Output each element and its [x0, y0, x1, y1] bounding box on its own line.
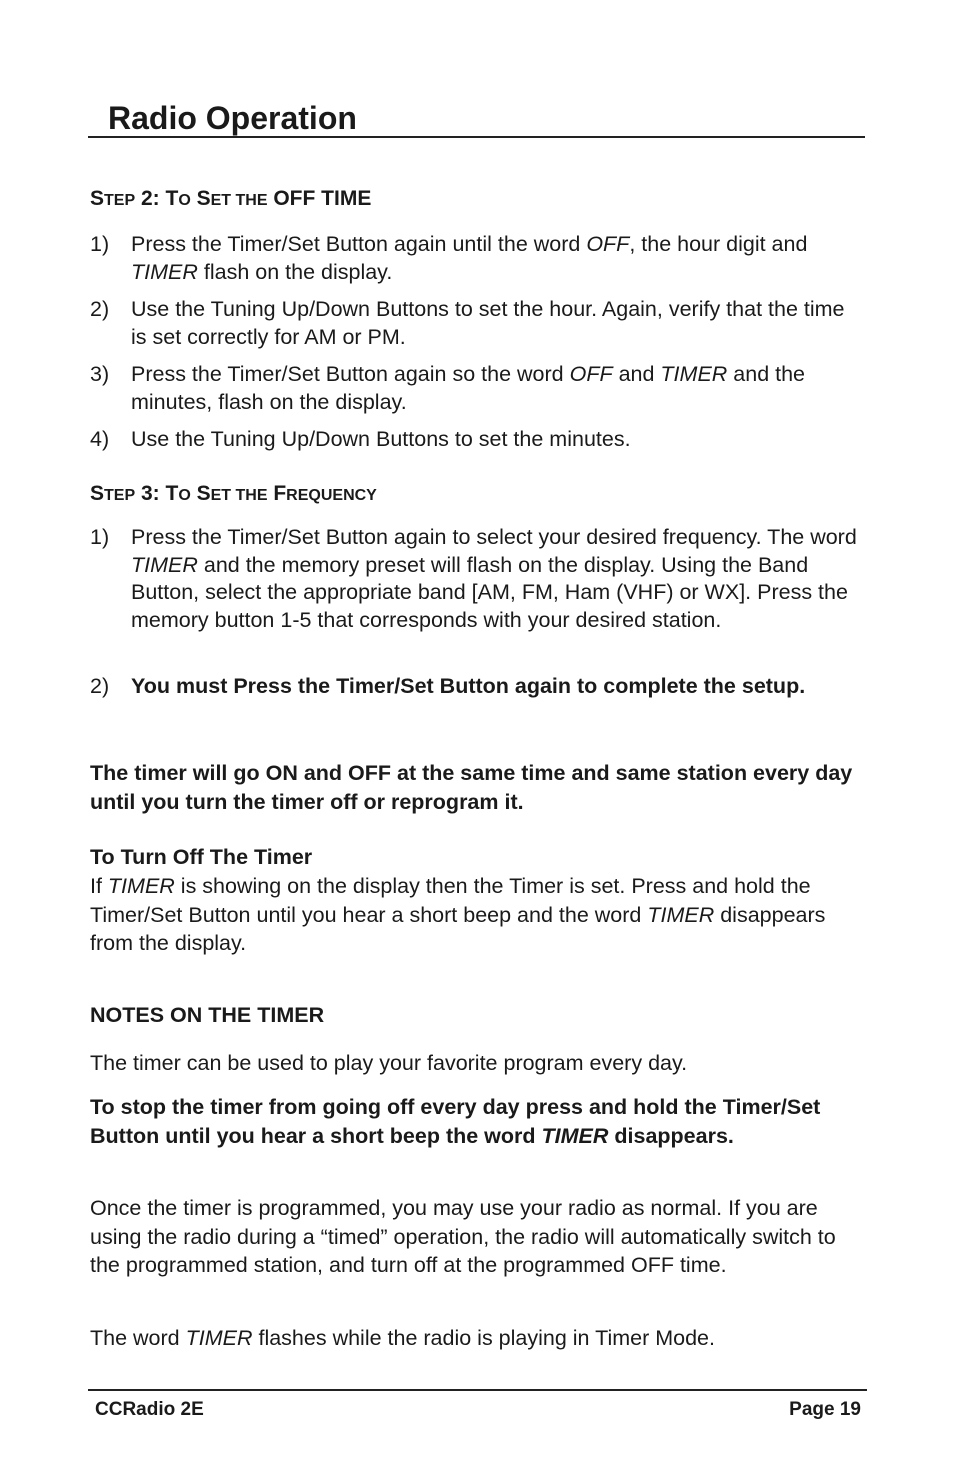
notes-paragraph: The timer can be used to play your favorite program every day.	[90, 1051, 688, 1075]
turn-off-heading: To Turn Off The Timer	[90, 845, 313, 869]
turn-off-text: If TIMER is showing on the display then the Timer is set. Press and hold the Timer/Set Button until you hear a short beep and the word TIMER disappears from the display.	[90, 874, 826, 955]
notes-heading: NOTES ON THE TIMER	[90, 1003, 325, 1027]
list-item: 3) Press the Timer/Set Button again so the word OFF and TIMER and the minutes, flash on the display.	[90, 362, 806, 414]
list-item: 2) You must Press the Timer/Set Button again to complete the setup.	[90, 673, 865, 701]
item-number: 1)	[90, 525, 110, 549]
timer-note: The timer will go ON and OFF at the same time and same station every day until you turn the timer off or reprogram it.	[90, 761, 853, 814]
item-number: 2)	[90, 674, 110, 698]
item-number: 4)	[90, 427, 110, 451]
list-item: 1) Press the Timer/Set Button again to select your desired frequency. The word TIMER and the memory preset will flash on the display. Using the Band Button, select the appropriate band [AM, FM, Ham (VHF) or WX]. Press the memory button 1-5 that corresponds with your desired station.	[90, 525, 857, 632]
notes-paragraph: The word TIMER flashes while the radio is playing in Timer Mode.	[90, 1326, 715, 1350]
header-divider	[88, 136, 865, 138]
footer-product-name: CCRadio 2E	[95, 1399, 204, 1420]
footer-page-number: Page 19	[789, 1399, 861, 1420]
notes-paragraph: Once the timer is programmed, you may use your radio as normal. If you are using the radio during a “timed” operation, the radio will automatically switch to the programmed station, and turn off at the programmed OFF time.	[90, 1196, 836, 1277]
step3-heading: STEP 3: TO SET THE FREQUENCY	[90, 482, 377, 505]
footer-divider	[88, 1389, 867, 1391]
item-number: 3)	[90, 362, 110, 386]
list-item: 2) Use the Tuning Up/Down Buttons to set the hour. Again, verify that the time is set correctly for AM or PM.	[90, 297, 845, 349]
notes-paragraph: To stop the timer from going off every day press and hold the Timer/Set Button until you hear a short beep the word TIMER disappears.	[90, 1095, 821, 1148]
list-item: 4) Use the Tuning Up/Down Buttons to set the minutes.	[90, 426, 865, 454]
page-title: Radio Operation	[108, 100, 357, 136]
item-number: 1)	[90, 232, 110, 256]
step2-heading: STEP 2: TO SET THE OFF TIME	[90, 187, 372, 210]
list-item: 1) Press the Timer/Set Button again until the word OFF, the hour digit and TIMER flash on the display.	[90, 232, 808, 284]
item-number: 2)	[90, 297, 110, 321]
